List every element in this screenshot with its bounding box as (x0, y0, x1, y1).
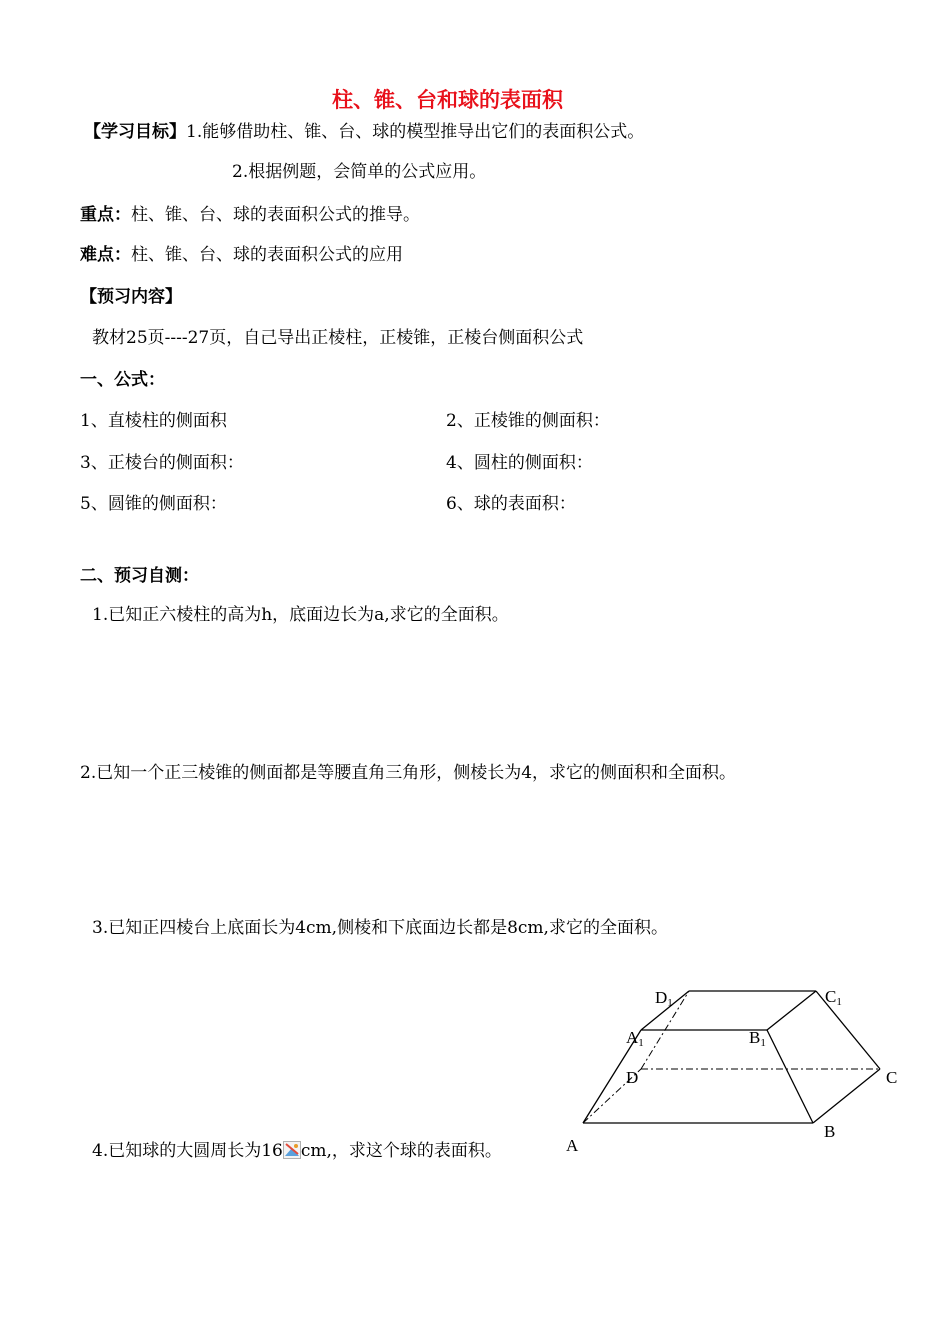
vertex-label-d1: D1 (655, 988, 673, 1009)
question-2: 2.已知一个正三棱锥的侧面都是等腰直角三角形，侧棱长为4，求它的侧面积和全面积。 (80, 763, 737, 783)
key-point-text: 柱、锥、台、球的表面积公式的推导。 (131, 205, 420, 225)
self-test-heading: 二、预习自测： (80, 566, 199, 586)
objective-1: 1.能够借助柱、锥、台、球的模型推导出它们的表面积公式。 (186, 122, 645, 142)
formula-item: 4、圆柱的侧面积： (446, 453, 593, 473)
vertex-label-a: A (566, 1136, 579, 1155)
formula-item: 1、直棱柱的侧面积 (80, 411, 227, 431)
vertex-label-c1: C1 (825, 987, 842, 1008)
edge-b1-c1 (767, 991, 816, 1030)
page-title: 柱、锥、台和球的表面积 (332, 88, 563, 112)
objectives-label: 【学习目标】 (84, 122, 186, 142)
edge-b-b1 (767, 1030, 813, 1123)
vertex-label-c: C (886, 1068, 898, 1087)
vertex-label-b1: B1 (749, 1028, 766, 1049)
vertex-label-b: B (824, 1122, 836, 1141)
formulas-heading: 一、公式： (80, 370, 165, 390)
preview-text: 教材25页----27页，自己导出正棱柱，正棱锥，正棱台侧面积公式 (92, 328, 584, 348)
vertex-label-d: D (626, 1068, 639, 1087)
formula-item: 6、球的表面积： (446, 494, 576, 514)
objective-2: 2.根据例题，会简单的公式应用。 (232, 162, 487, 182)
difficulty-label: 难点： (80, 245, 131, 265)
difficulty-text: 柱、锥、台、球的表面积公式的应用 (131, 245, 403, 265)
edge-b-c (813, 1069, 880, 1123)
key-point-label: 重点： (80, 205, 131, 225)
formula-item: 5、圆锥的侧面积： (80, 494, 227, 514)
question-4-text-after: cm,，求这个球的表面积。 (300, 1141, 502, 1161)
formula-item: 2、正棱锥的侧面积： (446, 411, 610, 431)
question-1: 1.已知正六棱柱的高为h，底面边长为a,求它的全面积。 (92, 605, 509, 625)
question-4-text-before: 4.已知球的大圆周长为16 (92, 1141, 283, 1161)
question-3: 3.已知正四棱台上底面长为4cm,侧棱和下底面边长都是8cm,求它的全面积。 (92, 918, 668, 938)
vertex-label-a1: A1 (626, 1028, 644, 1049)
preview-heading: 【预习内容】 (80, 287, 182, 307)
formula-item: 3、正棱台的侧面积： (80, 453, 244, 473)
